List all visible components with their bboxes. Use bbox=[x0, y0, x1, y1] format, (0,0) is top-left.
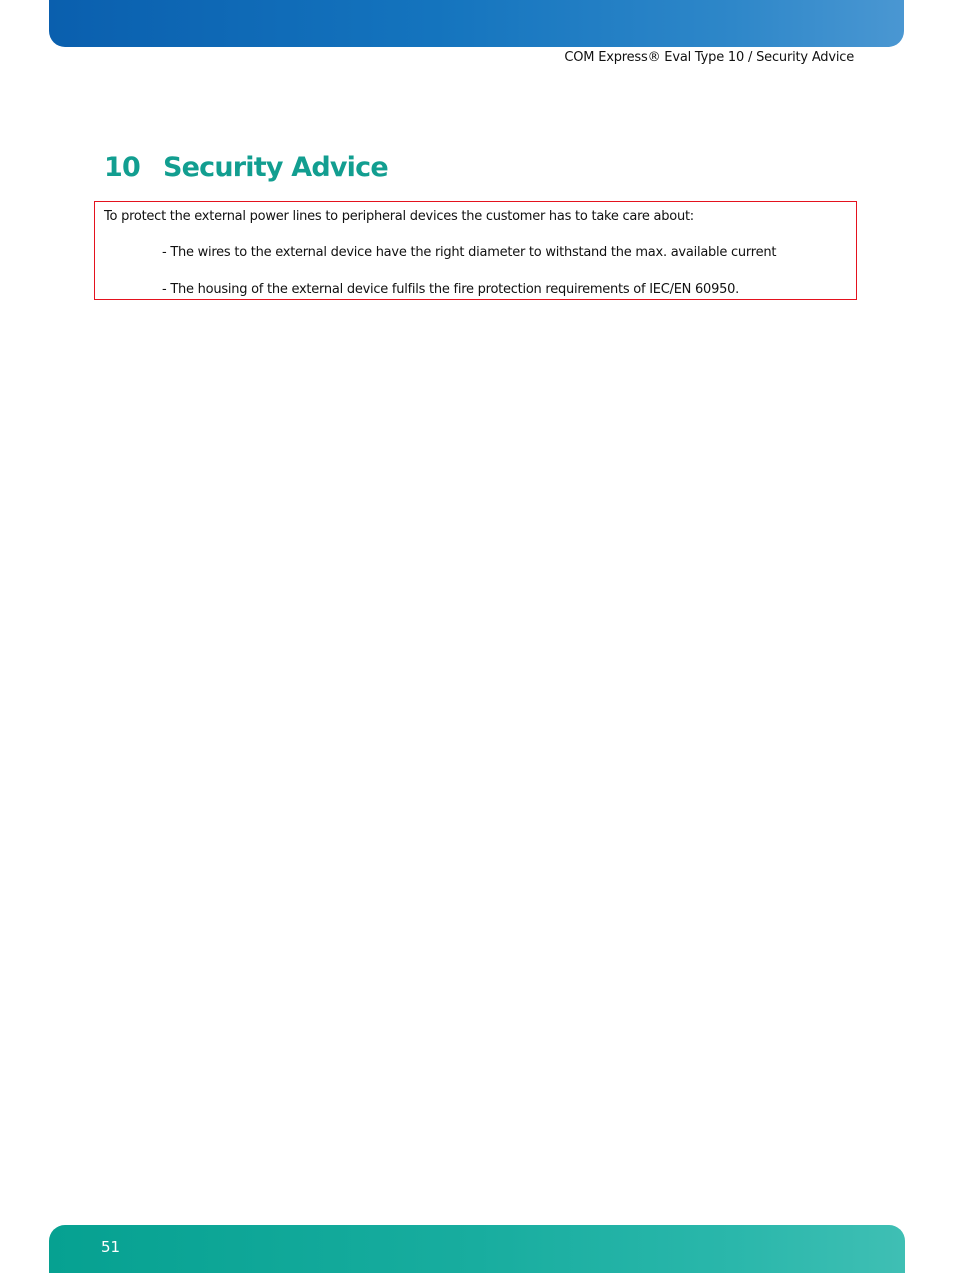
warning-item-wires: - The wires to the external device have the right diameter to withstand the max. available current bbox=[162, 245, 777, 260]
warning-item-housing: - The housing of the external device fulfils the fire protection requirements of IEC/EN 60950. bbox=[162, 282, 740, 297]
page-number: 51 bbox=[101, 1238, 121, 1256]
section-title bbox=[104, 152, 388, 183]
header-bar bbox=[49, 0, 904, 47]
security-warning-box bbox=[94, 201, 857, 300]
section-number: 10 bbox=[104, 152, 140, 183]
warning-intro: To protect the external power lines to peripheral devices the customer has to take care about: bbox=[104, 209, 694, 224]
footer-bar bbox=[49, 1225, 905, 1273]
running-header: COM Express® Eval Type 10 / Security Advice bbox=[564, 50, 854, 65]
section-title-text: Security Advice bbox=[163, 152, 388, 183]
